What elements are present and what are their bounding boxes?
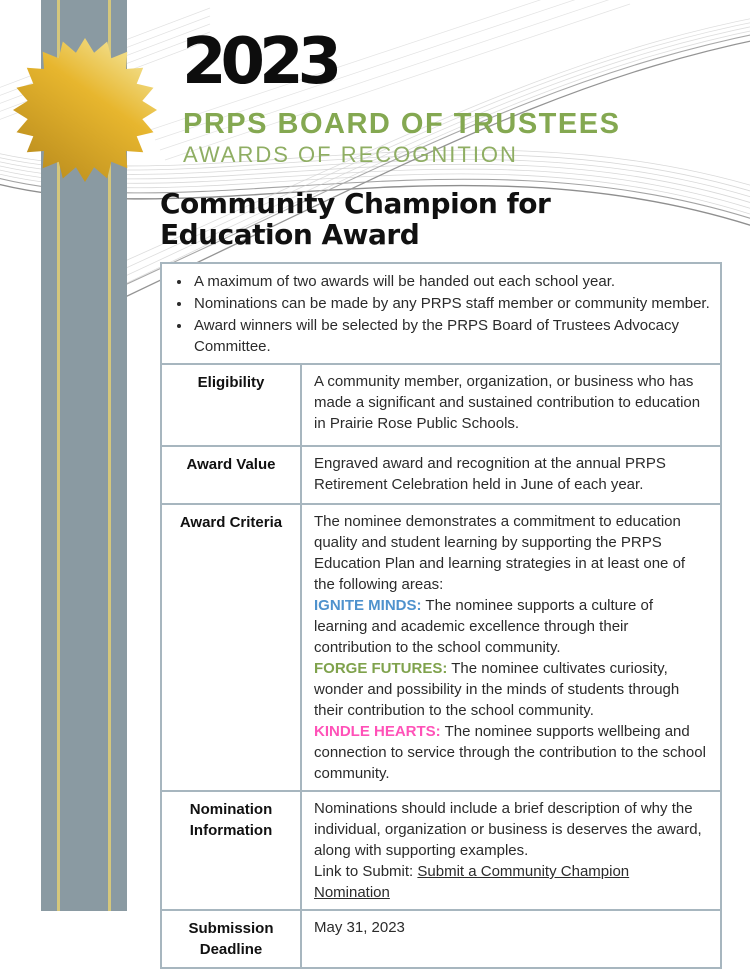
table-row-nomination	[162, 790, 720, 909]
ignite-minds-label: IGNITE MINDS:	[314, 597, 422, 614]
document-content	[160, 0, 720, 958]
award-value-value	[302, 447, 720, 503]
eligibility-label: Eligibility	[162, 365, 302, 445]
kindle-hearts-label: KINDLE HEARTS:	[314, 723, 441, 740]
table-row-eligibility	[162, 363, 720, 445]
criteria-area-kindle	[314, 721, 708, 784]
award-value-label: Award Value	[162, 447, 302, 503]
intro-bullet-list	[164, 271, 710, 357]
nomination-link-line	[314, 861, 708, 903]
award-criteria-label: Award Criteria	[162, 505, 302, 790]
gold-seal-icon	[0, 0, 170, 195]
forge-futures-text: The nominee cultivates curiosity, wonder and possibility in the minds of students through their contribution to the school community.	[314, 660, 680, 719]
submit-nomination-link[interactable]: Submit a Community Champion Nomination	[314, 863, 630, 901]
awards-subtitle: AWARDS OF RECOGNITION	[183, 142, 518, 167]
ignite-minds-text: The nominee supports a culture of learning and academic excellence through their contribution to the school community.	[314, 597, 654, 656]
org-title: PRPS BOARD OF TRUSTEES	[183, 108, 621, 140]
award-criteria-value	[302, 505, 720, 790]
nomination-text: Nominations should include a brief description of why the individual, organization or business is deserves the award, along with supporting examples.	[314, 800, 702, 859]
table-row-award-value	[162, 445, 720, 503]
table-row-deadline	[162, 909, 720, 967]
intro-bullet: • A maximum of two awards will be handed out each school year.	[192, 271, 710, 292]
intro-bullets-section	[162, 264, 720, 363]
table-row-award-criteria	[162, 503, 720, 790]
eligibility-text: A community member, organization, or business who has made a significant and sustained contribution to education in Prairie Rose Public Schools.	[314, 373, 701, 432]
criteria-intro: The nominee demonstrates a commitment to education quality and student learning by supporting the PRPS Education Plan and learning strategies in at least one of the following areas:	[314, 513, 686, 593]
award-value-text: Engraved award and recognition at the annual PRPS Retirement Celebration held in June of each year.	[314, 455, 666, 493]
nomination-value	[302, 792, 720, 909]
forge-futures-label: FORGE FUTURES:	[314, 660, 448, 677]
year-heading: 2023	[182, 25, 337, 99]
eligibility-value	[302, 365, 720, 445]
link-prefix: Link to Submit:	[314, 863, 418, 880]
deadline-text: May 31, 2023	[314, 919, 405, 936]
intro-bullet: • Award winners will be selected by the PRPS Board of Trustees Advocacy Committee.	[192, 315, 710, 357]
award-info-table	[160, 262, 722, 969]
criteria-area-ignite	[314, 595, 708, 658]
deadline-value	[302, 911, 720, 967]
criteria-area-forge	[314, 658, 708, 721]
kindle-hearts-text: The nominee supports wellbeing and connection to service through the contribution to the school community.	[314, 723, 706, 782]
intro-bullet: • Nominations can be made by any PRPS staff member or community member.	[192, 293, 710, 314]
award-title: Community Champion for Education Award	[160, 187, 551, 251]
deadline-label: Submission Deadline	[162, 911, 302, 967]
nomination-label: Nomination Information	[162, 792, 302, 909]
